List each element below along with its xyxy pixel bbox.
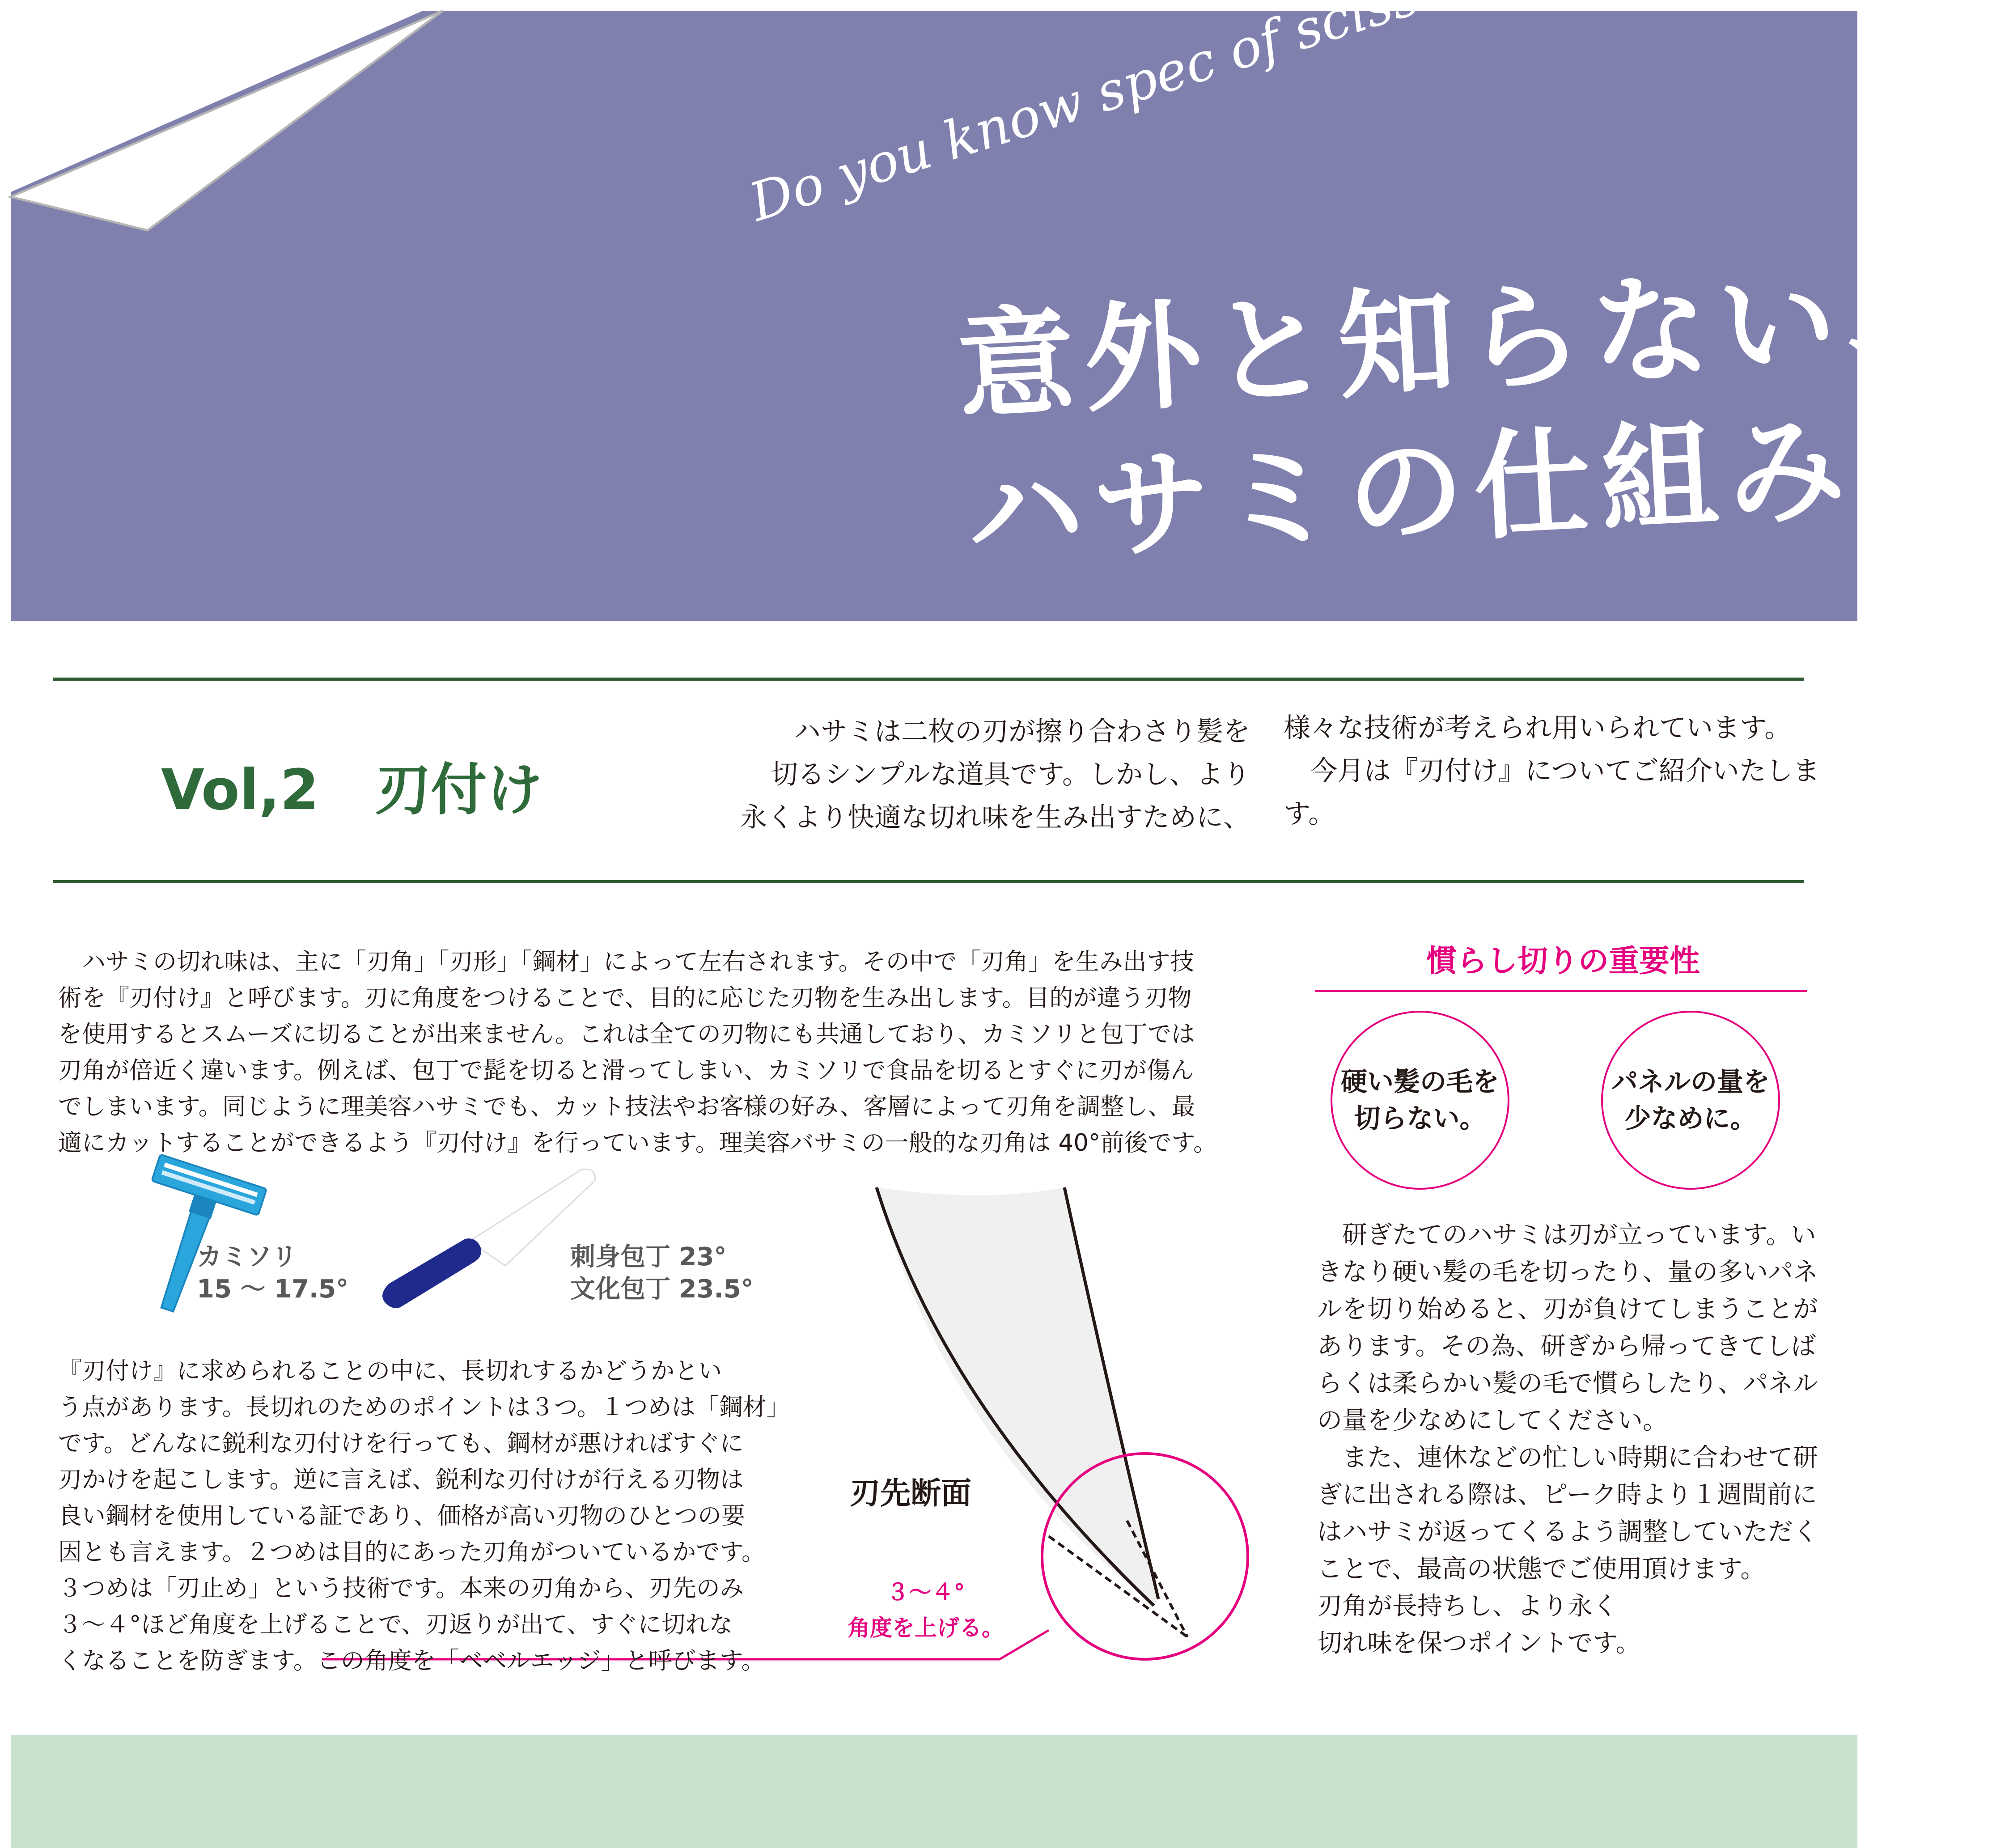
razor-label-angle: 15 ～ 17.5° (197, 1275, 349, 1304)
paragraph-line: らくは柔らかい髪の毛で慣らしたり、パネル (1317, 1369, 1818, 1398)
volume-title: Vol,2 刃付け (161, 758, 543, 822)
tip-text-line: パネルの量を (1611, 1066, 1770, 1097)
paragraph-line: はハサミが返ってくるよう調整していただく (1317, 1517, 1818, 1547)
paragraph-line: また、連休などの忙しい時期に合わせて研 (1317, 1443, 1818, 1472)
tip-circle-hard-hair (1331, 1011, 1509, 1190)
paragraph-line: ハサミの切れ味は、主に「刃角」「刃形」「鋼材」によって左右されます。その中で「刃角」を生み出す技 (58, 948, 1194, 975)
sidebar-paragraph (1317, 1216, 1818, 1662)
sidebar-divider (1315, 990, 1807, 992)
paragraph-line: くなることを防ぎます。この角度を「ベベルエッジ」と呼びます。 (58, 1647, 765, 1674)
intro-right-line: 今月は『刃付け』についてご紹介いたしま (1284, 755, 1820, 787)
lower-paragraph (58, 1353, 790, 1679)
paragraph-line: う点があります。長切れのためのポイントは３つ。１つめは「鋼材」 (58, 1394, 790, 1421)
intro-right-line: 様々な技術が考えられ用いられています。 (1284, 712, 1792, 744)
paragraph-line: 刃角が長持ちし、より永く (1317, 1592, 1618, 1621)
paragraph-line: 『刃付け』に求められることの中に、長切れするかどうかとい (58, 1357, 722, 1385)
angle-callout (832, 1574, 1020, 1646)
paragraph-line: 術を『刃付け』と呼びます。刃に角度をつけることで、目的に応じた刃物を生み出します。目的が違う刃物 (58, 984, 1192, 1012)
paragraph-line: 因とも言えます。２つめは目的にあった刃角がついているかです。 (58, 1539, 765, 1566)
page-curl-graphic (0, 0, 492, 250)
footer-band (11, 1735, 1857, 1848)
paragraph-line: ルを切り始めると、刃が負けてしまうことが (1317, 1295, 1818, 1324)
paragraph-line: きなり硬い髪の毛を切ったり、量の多いパネ (1317, 1258, 1818, 1287)
intro-right-text (1284, 707, 1820, 835)
headline-line1: 意外と知らない、 (954, 246, 1976, 436)
knife-label-sashimi: 刺身包丁 23° (570, 1242, 727, 1272)
knife-label-bunka: 文化包丁 23.5° (570, 1275, 754, 1304)
angle-callout-text: 角度を上げる。 (848, 1615, 1004, 1641)
main-paragraph (58, 944, 1217, 1161)
intro-left-line: 永くより快適な切れ味を生み出すために、 (740, 802, 1250, 833)
headline-line2: ハサミの仕組み。 (963, 393, 1992, 583)
tip-circle-panel-volume (1601, 1011, 1780, 1190)
intro-left-line: 切るシンプルな道具です。しかし、より (771, 759, 1250, 790)
tip-text-line: 切らない。 (1354, 1103, 1486, 1134)
paragraph-line: ３つめは「刃止め」という技術です。本来の刃角から、刃先のみ (58, 1575, 744, 1602)
paragraph-line: ３～４°ほど角度を上げることで、刃返りが出て、すぐに切れな (58, 1611, 733, 1638)
angle-callout-value: ３～４° (886, 1579, 965, 1605)
paragraph-line: 適にカットすることができるよう『刃付け』を行っています。理美容バサミの一般的な刃角は 40°前後です。 (58, 1129, 1217, 1157)
paragraph-line: の量を少なめにしてください。 (1317, 1406, 1668, 1435)
paragraph-line: ことで、最高の状態でご使用頂けます。 (1317, 1555, 1766, 1584)
diagram-title: 刃先断面 (850, 1476, 972, 1511)
paragraph-line: ぎに出される際は、ピーク時より１週間前に (1317, 1480, 1817, 1509)
intro-left-text (740, 710, 1250, 839)
paragraph-line: 研ぎたてのハサミは刃が立っています。い (1317, 1221, 1816, 1250)
sidebar-title: 慣らし切りの重要性 (1426, 944, 1700, 979)
tip-text-line: 少なめに。 (1624, 1103, 1757, 1134)
paragraph-line: 切れ味を保つポイントです。 (1317, 1629, 1641, 1658)
bottom-divider (53, 880, 1804, 883)
paragraph-line: 良い鋼材を使用している証であり、価格が高い刃物のひとつの要 (58, 1502, 745, 1530)
top-divider (53, 678, 1804, 681)
paragraph-line: あります。その為、研ぎから帰ってきてしば (1317, 1332, 1816, 1361)
tip-text-line: 硬い髪の毛を (1340, 1066, 1499, 1097)
paragraph-line: でしまいます。同じように理美容ハサミでも、カット技法やお客様の好み、客層によって刃角を調整し、最 (58, 1093, 1195, 1120)
paragraph-line: を使用するとスムーズに切ることが出来ません。これは全ての刃物にも共通しており、カミソリと包丁では (58, 1021, 1195, 1048)
intro-right-line: す。 (1284, 798, 1335, 830)
paragraph-line: 刃かけを起こします。逆に言えば、鋭利な刃付けが行える刃物は (58, 1466, 744, 1493)
razor-label-name: カミソリ (197, 1242, 297, 1272)
paragraph-line: です。どんなに鋭利な刃付けを行っても、鋼材が悪ければすぐに (58, 1430, 744, 1457)
intro-left-line: ハサミは二枚の刃が擦り合わさり髪を (794, 716, 1250, 747)
paragraph-line: 刃角が倍近く違います。例えば、包丁で髭を切ると滑ってしまい、カミソリで食品を切るとすぐに刃が傷ん (58, 1057, 1194, 1084)
